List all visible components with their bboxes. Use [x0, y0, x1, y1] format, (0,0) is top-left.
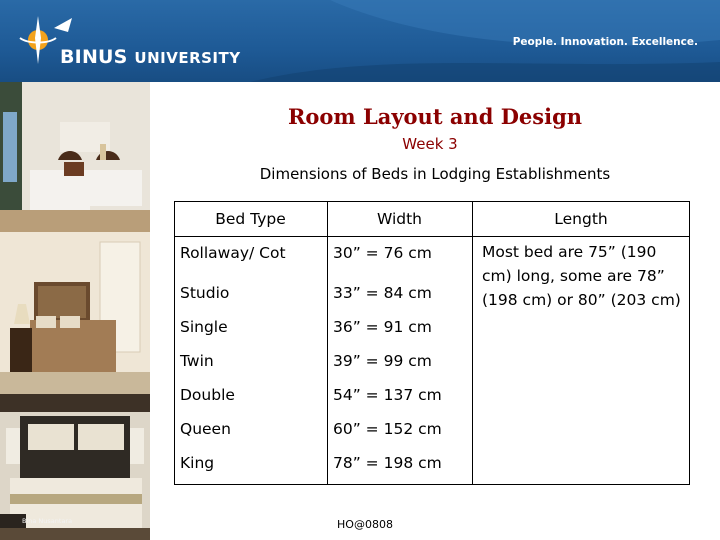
bed-dimensions-table: [174, 201, 690, 485]
row-width: 78” = 198 cm: [333, 454, 442, 472]
slide-title: Room Layout and Design: [287, 104, 583, 129]
table-header-rule: [174, 236, 690, 237]
table-border-right: [689, 202, 690, 484]
row-width: 30” = 76 cm: [333, 244, 432, 262]
row-type: Single: [180, 318, 228, 336]
row-width: 54” = 137 cm: [333, 386, 442, 404]
photo-strip: [0, 82, 150, 540]
logo-wordmark: [60, 46, 241, 68]
table-divider-2: [472, 202, 473, 484]
row-type: Rollaway/ Cot: [180, 244, 286, 262]
row-type: Twin: [180, 352, 214, 370]
row-width: 60” = 152 cm: [333, 420, 442, 438]
tagline: People. Innovation. Excellence.: [512, 36, 698, 48]
header-length: Length: [554, 210, 608, 228]
photo-author-credit: Bina Nusantara: [22, 517, 73, 525]
row-type: Double: [180, 386, 235, 404]
table-divider-1: [327, 202, 328, 484]
row-width: 39” = 99 cm: [333, 352, 432, 370]
row-width: 36” = 91 cm: [333, 318, 432, 336]
row-type: King: [180, 454, 215, 472]
table-caption: Dimensions of Beds in Lodging Establishments: [259, 165, 611, 183]
header-width: Width: [376, 210, 423, 228]
slide-subtitle: Week 3: [402, 135, 458, 153]
logo-suffix: UNIVERSITY: [134, 49, 241, 67]
footer-code: HO@0808: [337, 518, 393, 531]
logo-brand: BINUS: [60, 46, 128, 68]
row-width: 33” = 84 cm: [333, 284, 432, 302]
header-bed-type: Bed Type: [215, 210, 286, 228]
row-type: Studio: [180, 284, 230, 302]
header-banner: [0, 0, 720, 82]
row-type: Queen: [180, 420, 231, 438]
length-note: Most bed are 75” (190 cm) long, some are 78” (198 cm) or 80” (203 cm): [482, 243, 681, 309]
table-border-left: [174, 202, 175, 484]
photo-double-bedroom: [0, 232, 150, 394]
photo-twin-bedroom: [0, 82, 150, 232]
